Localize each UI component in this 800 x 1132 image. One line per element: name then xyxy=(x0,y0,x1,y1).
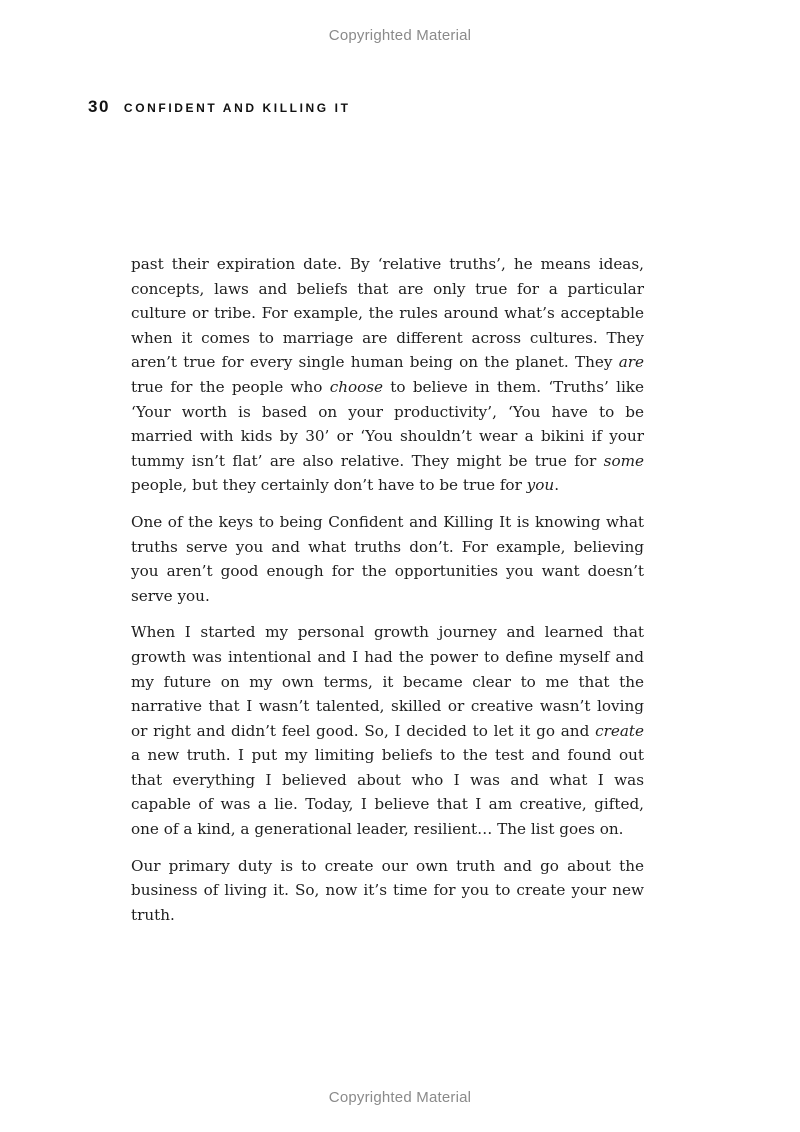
emphasis-text: some xyxy=(603,451,644,470)
text-run: true for the people who xyxy=(131,377,330,396)
paragraph-2 xyxy=(131,510,644,608)
text-run: people, but they certainly don’t have to be true for xyxy=(131,476,527,495)
running-title: CONFIDENT AND KILLING IT xyxy=(123,101,351,115)
paragraph-1 xyxy=(131,252,644,498)
emphasis-text: are xyxy=(618,353,644,372)
text-run: When I started my personal growth journey and learned that growth was intentional and I had the power to define myself and my future on my own terms, it became clear to me that the narrative that I wasn’t talented, skilled or creative wasn’t loving or right and didn’t feel good. So, I decided to let it go and xyxy=(131,623,644,740)
text-run: a new truth. I put my limiting beliefs to the test and found out that everything I believed about who I was and what I was capable of was a lie. Today, I believe that I am creative, gifted, one of a kind, a generational leader, resilient… The list goes on. xyxy=(131,746,644,839)
emphasis-text: you xyxy=(526,476,555,495)
page-number: 30 xyxy=(88,97,110,116)
text-run: to believe in them. ‘Truths’ like ‘Your worth is based on your productivity’, ‘You have to be married with kids by 30’ or ‘You shouldn’t wear a bikini if your tummy isn’t flat’ are also relative. They might be true for xyxy=(131,377,644,470)
paragraph-3 xyxy=(131,620,644,841)
text-run: Our primary duty is to create our own truth and go about the business of living it. So, now it’s time for you to create your new truth. xyxy=(131,856,644,924)
body-text xyxy=(131,252,644,939)
emphasis-text: choose xyxy=(329,377,384,396)
emphasis-text: create xyxy=(595,721,644,740)
copyright-watermark-bottom: Copyrighted Material xyxy=(328,1089,472,1106)
text-run: past their expiration date. By ‘relative truths’, he means ideas, concepts, laws and beliefs that are only true for a particular culture or tribe. For example, the rules around what’s acceptable when it comes to marriage are different across cultures. They aren’t true for every single human being on the planet. They xyxy=(131,255,644,372)
paragraph-4 xyxy=(131,854,644,928)
running-head xyxy=(88,97,351,117)
copyright-watermark-top: Copyrighted Material xyxy=(328,27,472,44)
text-run: . xyxy=(554,476,560,495)
text-run: One of the keys to being Confident and Killing It is knowing what truths serve you and what truths don’t. For example, believing you aren’t good enough for the opportunities you want doesn’t serve you. xyxy=(131,512,644,605)
